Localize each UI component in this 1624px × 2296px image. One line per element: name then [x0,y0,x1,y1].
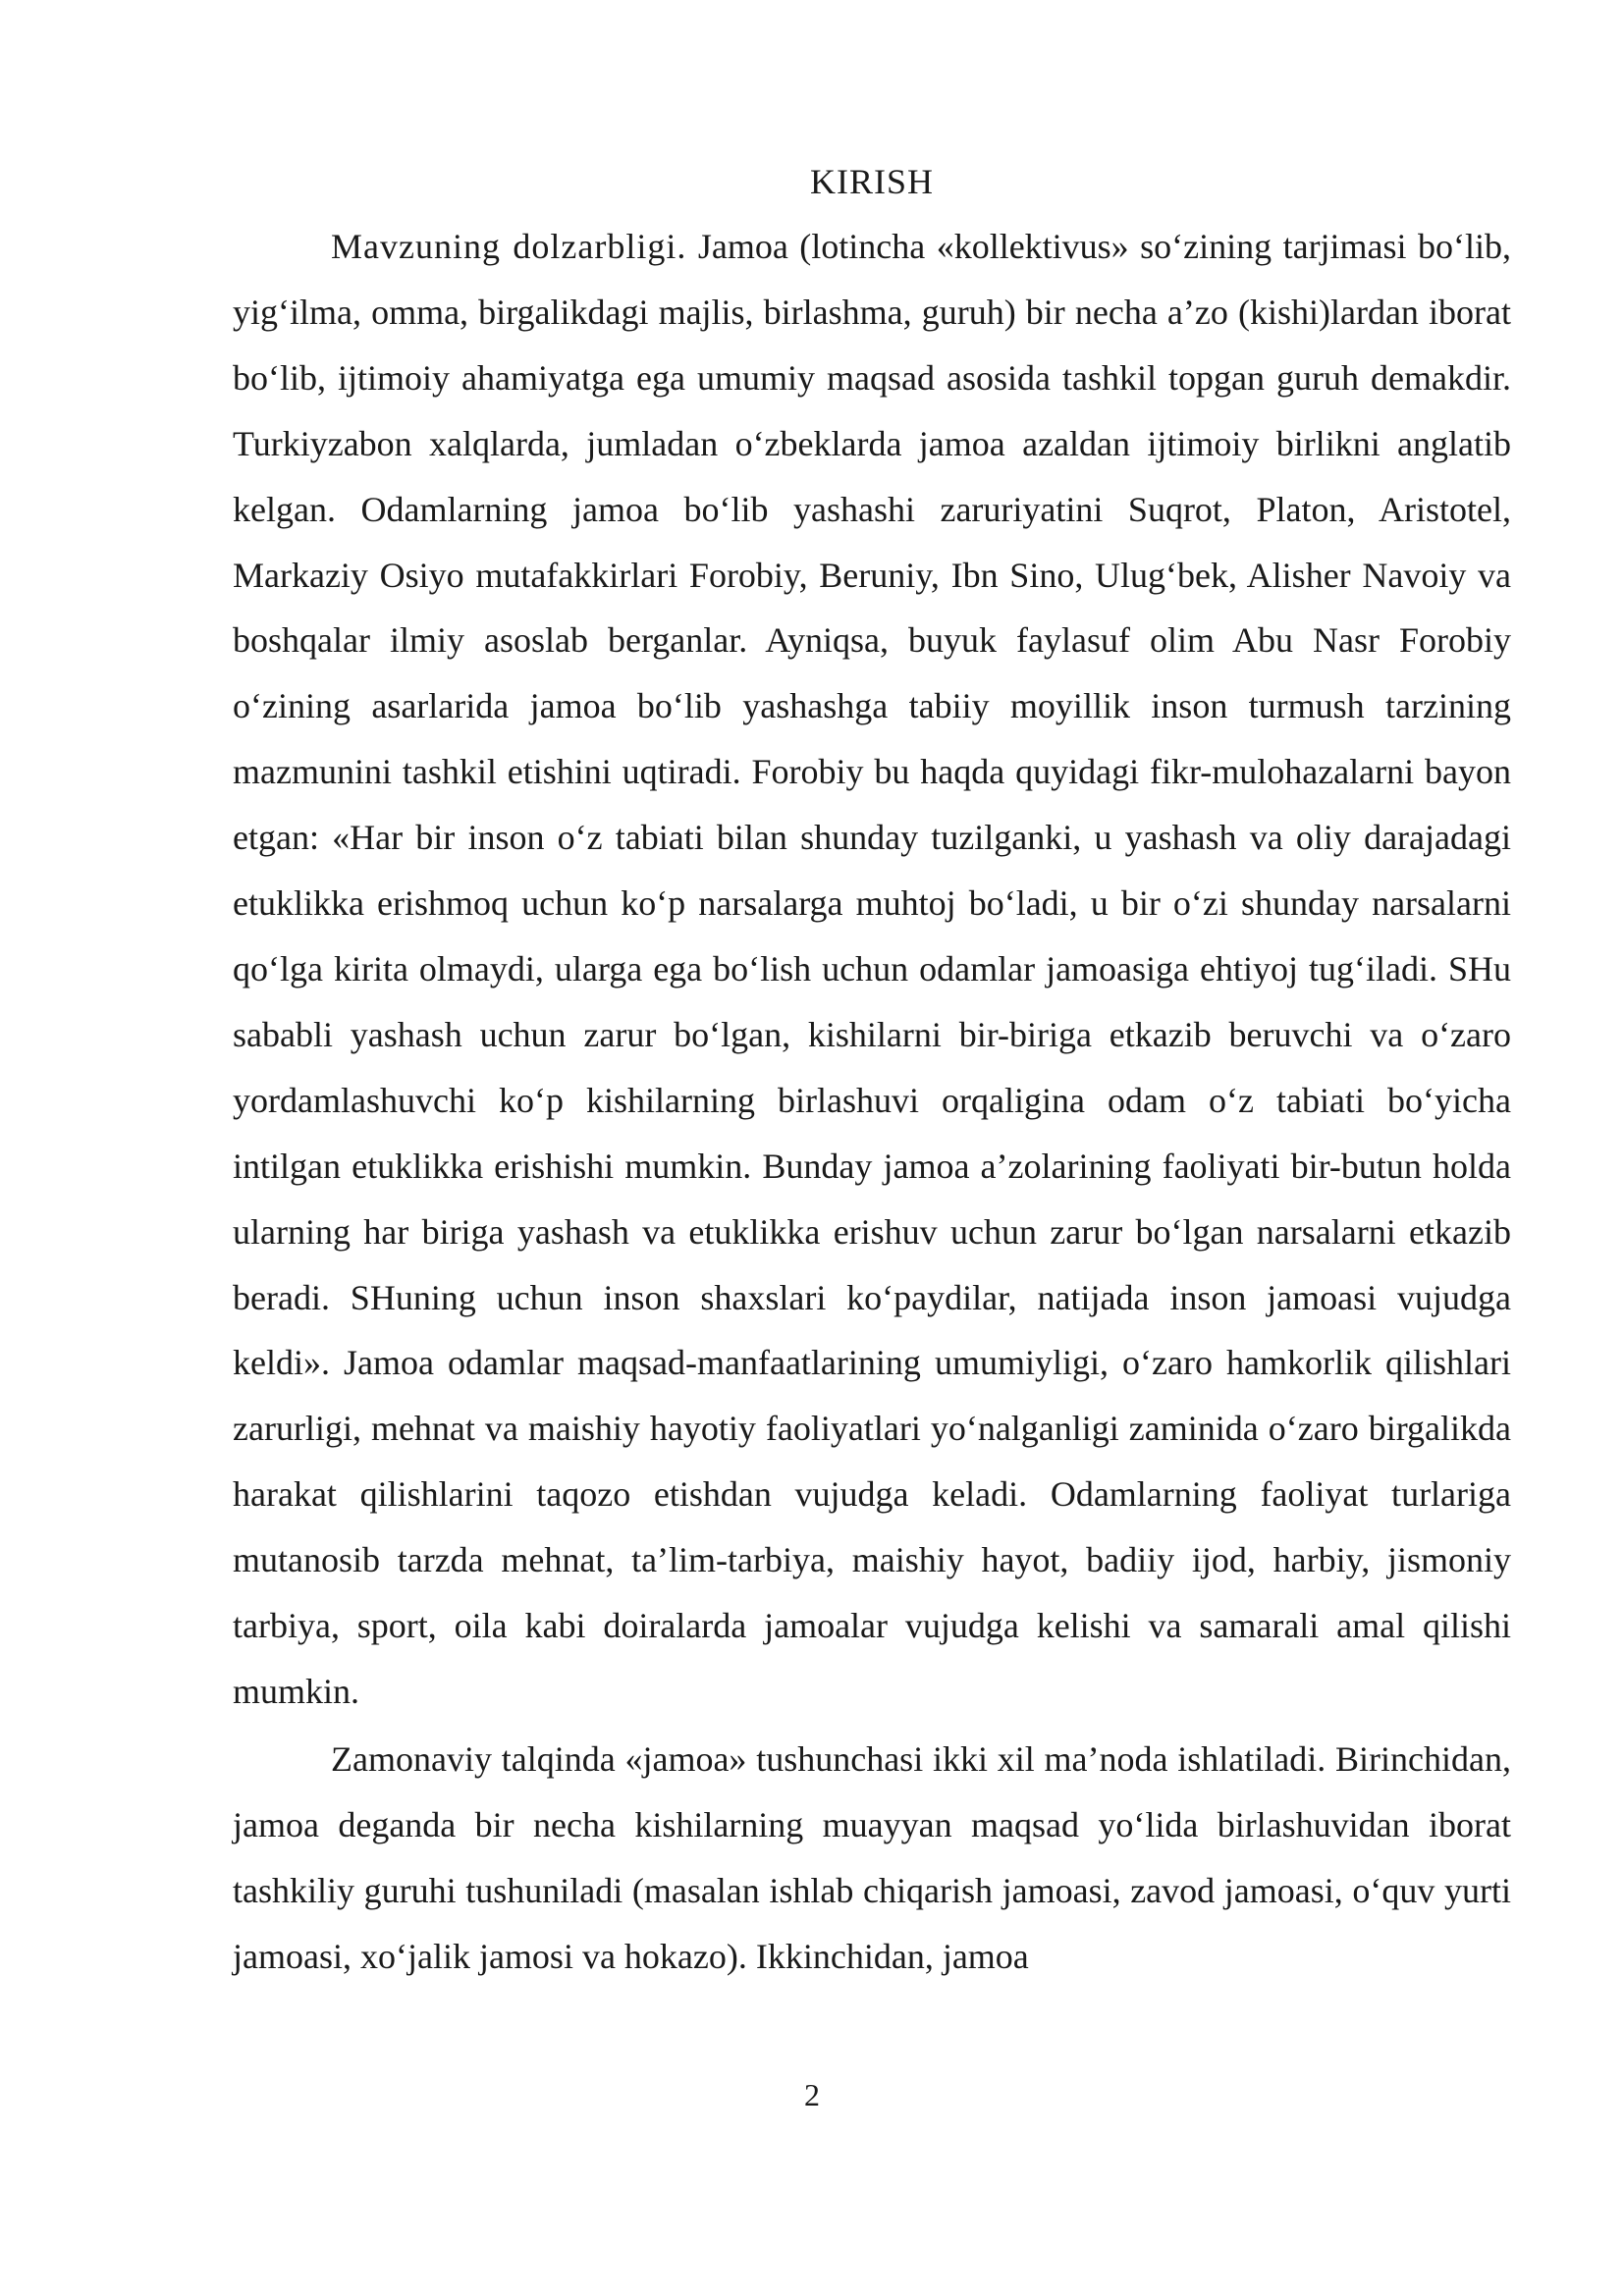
page-content [233,149,1511,1989]
paragraph-1-lead: Mavzuning dolzarbligi. [331,227,687,266]
paragraph-1 [233,214,1511,1725]
paragraph-1-text: Jamoa (lotincha «kollektivus» so‘zining tarjimasi bo‘lib, yig‘ilma, omma, birgalikdagi majlis, birlashma, guruh) bir necha a’zo (kishi)lardan iborat bo‘lib, ijtimoiy ahamiyatga ega umumiy maqsad asosida tashkil topgan guruh demakdir. Turkiyzabon xalqlarda, jumladan o‘zbeklarda jamoa azaldan ijtimoiy birlikni anglatib kelgan. Odamlarning jamoa bo‘lib yashashi zaruriyatini Suqrot, Platon, Aristotel, Markaziy Osiyo mutafakkirlari Forobiy, Beruniy, Ibn Sino, Ulug‘bek, Alisher Navoiy va boshqalar ilmiy asoslab berganlar. Ayniqsa, buyuk faylasuf olim Abu Nasr Forobiy o‘zining asarlarida jamoa bo‘lib yashashga tabiiy moyillik inson turmush tarzining mazmunini tashkil etishini uqtiradi. Forobiy bu haqda quyidagi fikr-mulohazalarni bayon etgan: «Har bir inson o‘z tabiati bilan shunday tuzilganki, u yashash va oliy darajadagi etuklikka erishmoq uchun ko‘p narsalarga muhtoj bo‘ladi, u bir o‘zi shunday narsalarni qo‘lga kirita olmaydi, ularga ega bo‘lish uchun odamlar jamoasiga ehtiyoj tug‘iladi. SHu sababli yashash uchun zarur bo‘lgan, kishilarni bir-biriga etkazib beruvchi va o‘zaro yordamlashuvchi ko‘p kishilarning birlashuvi orqaligina odam o‘z tabiati bo‘yicha intilgan etuklikka erishishi mumkin. Bunday jamoa a’zolarining faoliyati bir-butun holda ularning har biriga yashash va etuklikka erishuv uchun zarur bo‘lgan narsalarni etkazib beradi. SHuning uchun inson shaxslari ko‘paydilar, natijada inson jamoasi vujudga keldi». Jamoa odamlar maqsad-manfaatlarining umumiyligi, o‘zaro hamkorlik qilishlari zarurligi, mehnat va maishiy hayotiy faoliyatlari yo‘nalganligi zaminida o‘zaro birgalikda harakat qilishlarini taqozo etishdan vujudga keladi. Odamlarning faoliyat turlariga mutanosib tarzda mehnat, ta’lim-tarbiya, maishiy hayot, badiiy ijod, harbiy, jismoniy tarbiya, sport, oila kabi doiralarda jamoalar vujudga kelishi va samarali amal qilishi mumkin. [233,227,1512,1711]
paragraph-2 [233,1727,1511,1990]
section-title: KIRISH [809,162,934,201]
page-number: 2 [804,2077,820,2112]
paragraph-2-text: Zamonaviy talqinda «jamoa» tushunchasi ikki xil ma’noda ishlatiladi. Birinchidan, jamoa deganda bir necha kishilarning muayyan maqsad yo‘lida birlashuvidan iborat tashkiliy guruhi tushuniladi (masalan ishlab chiqarish jamoasi, zavod jamoasi, o‘quv yurti jamoasi, xo‘jalik jamosi va hokazo). Ikkinchidan, jamoa [233,1738,1511,1976]
